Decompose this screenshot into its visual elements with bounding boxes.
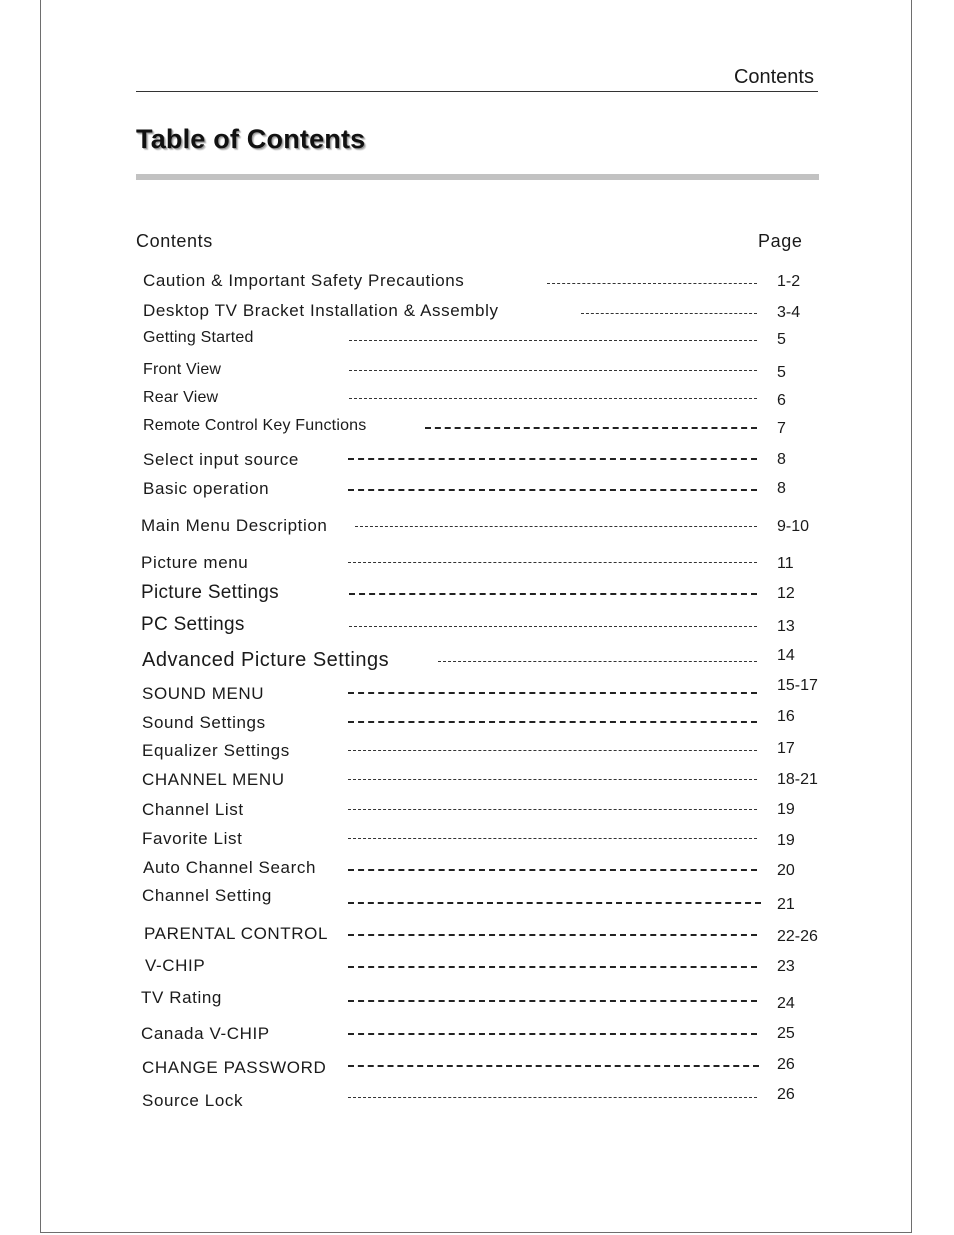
dot-leader bbox=[355, 526, 757, 527]
toc-entry-label[interactable]: Equalizer Settings bbox=[142, 741, 290, 760]
dot-leader bbox=[348, 934, 757, 936]
dot-leader bbox=[349, 370, 757, 371]
toc-entry-page: 26 bbox=[777, 1086, 795, 1103]
dot-leader bbox=[581, 313, 757, 314]
toc-entry-page: 20 bbox=[777, 862, 795, 879]
dot-leader bbox=[348, 1000, 757, 1002]
toc-entry-label[interactable]: CHANNEL MENU bbox=[142, 770, 285, 789]
toc-entry-page: 14 bbox=[777, 647, 795, 664]
dot-leader bbox=[348, 838, 757, 839]
toc-entry-label[interactable]: TV Rating bbox=[141, 988, 222, 1007]
toc-entry-label[interactable]: Remote Control Key Functions bbox=[143, 417, 367, 434]
page-title: Table of Contents bbox=[136, 124, 366, 154]
title-divider bbox=[136, 174, 819, 180]
toc-entry-page: 18-21 bbox=[777, 771, 818, 788]
toc-entry-label[interactable]: Getting Started bbox=[143, 329, 254, 346]
toc-entry-page: 22-26 bbox=[777, 928, 818, 945]
toc-entry-label[interactable]: V-CHIP bbox=[145, 956, 206, 975]
dot-leader bbox=[547, 283, 757, 284]
toc-entry-label[interactable]: Source Lock bbox=[142, 1091, 244, 1110]
dot-leader bbox=[438, 661, 757, 662]
toc-entry-page: 15-17 bbox=[777, 677, 818, 694]
dot-leader bbox=[348, 869, 757, 871]
toc-entry-page: 13 bbox=[777, 618, 795, 635]
toc-entry-label[interactable]: CHANGE PASSWORD bbox=[142, 1058, 327, 1077]
toc-entry-label[interactable]: Sound Settings bbox=[142, 713, 266, 732]
toc-entry-label[interactable]: PC Settings bbox=[141, 614, 245, 635]
toc-entry-label[interactable]: Select input source bbox=[143, 450, 299, 469]
toc-entry-page: 17 bbox=[777, 740, 795, 757]
dot-leader bbox=[348, 458, 757, 460]
toc-entry-label[interactable]: PARENTAL CONTROL bbox=[144, 924, 329, 943]
dot-leader bbox=[425, 427, 757, 429]
toc-entry-page: 6 bbox=[777, 392, 786, 409]
toc-entry-label[interactable]: Channel List bbox=[142, 800, 244, 819]
toc-entry-label[interactable]: Channel Setting bbox=[142, 886, 272, 905]
dot-leader bbox=[349, 398, 757, 399]
toc-entry-label[interactable]: SOUND MENU bbox=[142, 684, 265, 703]
dot-leader bbox=[348, 779, 757, 780]
toc-entry-page: 23 bbox=[777, 958, 795, 975]
dot-leader bbox=[348, 692, 757, 694]
toc-entry-page: 21 bbox=[777, 896, 795, 913]
dot-leader bbox=[349, 340, 757, 341]
toc-entry-label[interactable]: Basic operation bbox=[143, 479, 270, 498]
dot-leader bbox=[348, 1033, 757, 1035]
toc-entry-label[interactable]: Caution & Important Safety Precautions bbox=[143, 271, 465, 290]
toc-entry-label[interactable]: Advanced Picture Settings bbox=[142, 649, 390, 671]
toc-entry-label[interactable]: Canada V-CHIP bbox=[141, 1024, 270, 1043]
toc-entry-page: 12 bbox=[777, 585, 795, 602]
toc-entry-label[interactable]: Desktop TV Bracket Installation & Assembly bbox=[143, 301, 499, 320]
dot-leader bbox=[348, 721, 757, 723]
dot-leader bbox=[348, 1097, 757, 1098]
dot-leader bbox=[348, 966, 757, 968]
dot-leader bbox=[349, 626, 757, 627]
toc-entry-label[interactable]: Rear View bbox=[143, 389, 219, 406]
toc-entry-page: 5 bbox=[777, 331, 786, 348]
toc-entry-label[interactable]: Main Menu Description bbox=[141, 516, 328, 535]
running-header: Contents bbox=[733, 66, 814, 88]
toc-entry-page: 26 bbox=[777, 1056, 795, 1073]
toc-entry-page: 1-2 bbox=[777, 273, 801, 290]
dot-leader bbox=[348, 809, 757, 810]
toc-entry-page: 25 bbox=[777, 1025, 795, 1042]
toc-entry-page: 19 bbox=[777, 801, 795, 818]
toc-entry-page: 7 bbox=[777, 420, 786, 437]
toc-entry-label[interactable]: Front View bbox=[143, 361, 222, 378]
dot-leader bbox=[348, 1065, 759, 1067]
toc-entry-page: 16 bbox=[777, 708, 795, 725]
toc-entry-page: 11 bbox=[777, 555, 794, 572]
dot-leader bbox=[349, 593, 757, 595]
toc-entry-page: 24 bbox=[777, 995, 795, 1012]
toc-entry-label[interactable]: Picture menu bbox=[141, 553, 249, 572]
toc-entry-page: 5 bbox=[777, 364, 786, 381]
dot-leader bbox=[348, 489, 757, 491]
toc-entry-page: 9-10 bbox=[777, 518, 810, 535]
toc-entry-page: 8 bbox=[777, 480, 786, 497]
dot-leader bbox=[348, 902, 761, 904]
dot-leader bbox=[348, 562, 757, 563]
toc-entry-label[interactable]: Picture Settings bbox=[141, 582, 279, 603]
toc-entry-page: 8 bbox=[777, 451, 786, 468]
toc-entry-label[interactable]: Favorite List bbox=[142, 829, 243, 848]
toc-entry-page: 19 bbox=[777, 832, 795, 849]
toc-entry-label[interactable]: Auto Channel Search bbox=[143, 858, 317, 877]
header-rule bbox=[136, 91, 818, 92]
dot-leader bbox=[348, 750, 757, 751]
contents-column-header: Contents bbox=[136, 231, 213, 251]
toc-entry-page: 3-4 bbox=[777, 304, 801, 321]
page-column-header: Page bbox=[758, 231, 803, 251]
